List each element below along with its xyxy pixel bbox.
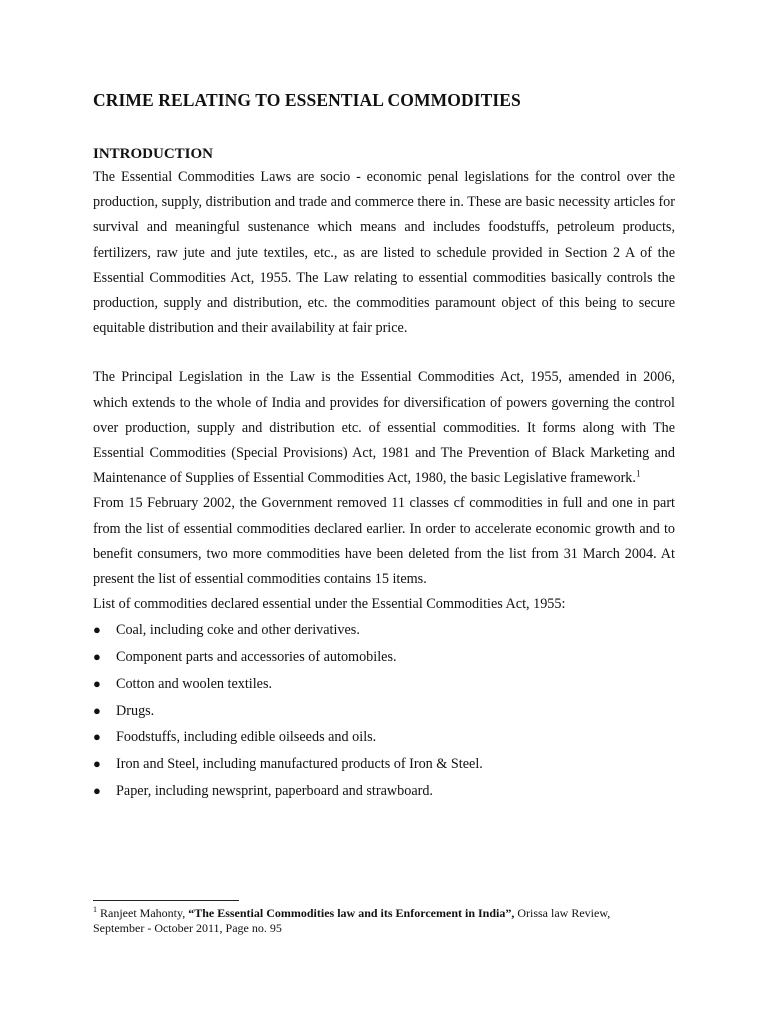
list-item xyxy=(93,698,675,725)
footnote-citation-rest: Orissa law Review, September - October 2011, Page no. 95 xyxy=(93,906,611,935)
bullet-icon: ● xyxy=(93,622,101,638)
footnote-reference[interactable]: 1 xyxy=(635,468,641,479)
list-item-text: Paper, including newsprint, paperboard and strawboard. xyxy=(116,782,433,799)
bullet-icon: ● xyxy=(93,649,101,665)
footnote-work-title: “The Essential Commodities law and its Enforcement in India”, xyxy=(188,906,515,920)
document-title: CRIME RELATING TO ESSENTIAL COMMODITIES xyxy=(93,90,521,110)
list-item-text: Component parts and accessories of automobiles. xyxy=(116,649,397,666)
commodities-list xyxy=(93,617,675,804)
bullet-icon: ● xyxy=(93,675,101,691)
list-item xyxy=(93,724,675,751)
list-item-text: Coal, including coke and other derivatives. xyxy=(116,622,360,639)
footnote-number: 1 xyxy=(93,905,97,914)
list-item xyxy=(93,778,675,805)
bullet-icon: ● xyxy=(93,729,101,745)
footnote-separator xyxy=(93,900,239,901)
list-item-text: Cotton and woolen textiles. xyxy=(116,675,273,692)
bullet-icon: ● xyxy=(93,755,101,771)
paragraph-intro: The Essential Commodities Laws are socio - economic penal legislations for the control over the production, supply, distribution and trade and commerce there in. These are basic necessity articles for survival and meaningful sustenance which means and includes foodstuffs, petroleum products, fertilizers, raw jute and jute textiles, etc., as are listed to schedule provided in Section 2 A of the Essential Commodities Act, 1955. The Law relating to essential commodities basically controls the production, supply and distribution, etc. the commodities paramount object of this being to secure equitable distribution and their availability at fair price. xyxy=(93,169,675,337)
list-item-text: Foodstuffs, including edible oilseeds and oils. xyxy=(116,729,377,746)
list-item-text: Iron and Steel, including manufactured products of Iron & Steel. xyxy=(116,755,483,772)
paragraph-principal-legislation-text: The Principal Legislation in the Law is the Essential Commodities Act, 1955, amended in 2006, which extends to the whole of India and provides for diversification of powers governing the control over production, supply and distribution etc. of essential commodities. It forms along with The Essential Commodities (Special Provisions) Act, 1981 and The Prevention of Black Marketing and Maintenance of Supplies of Essential Commodities Act, 1980, the basic Legislative framework. xyxy=(93,369,675,487)
list-item xyxy=(93,751,675,778)
list-item xyxy=(93,644,675,671)
footnote-author: Ranjeet Mahonty, xyxy=(100,906,189,920)
section-heading-introduction: INTRODUCTION xyxy=(93,146,214,162)
paragraph-principal-legislation xyxy=(93,365,675,491)
bullet-icon: ● xyxy=(93,782,101,798)
list-item xyxy=(93,617,675,644)
list-item-text: Drugs. xyxy=(116,702,155,719)
list-intro: List of commodities declared essential under the Essential Commodities Act, 1955: xyxy=(93,596,566,613)
paragraph-removed-commodities: From 15 February 2002, the Government removed 11 classes cf commodities in full and one in part from the list of essential commodities declared earlier. In order to accelerate economic growth and to benefit consumers, two more commodities have been deleted from the list from 31 March 2004. At present the list of essential commodities contains 15 items. xyxy=(93,495,675,588)
bullet-icon: ● xyxy=(93,702,101,718)
document-page xyxy=(93,89,675,804)
list-item xyxy=(93,671,675,698)
footnote xyxy=(93,906,653,936)
